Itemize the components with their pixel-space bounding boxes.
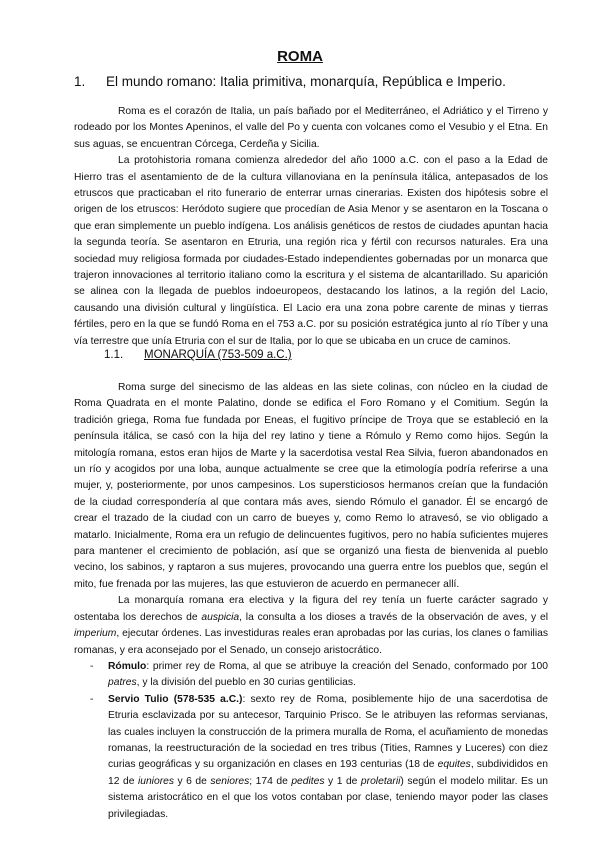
subsection-title: MONARQUÍA (753-509 a.C.) bbox=[144, 349, 292, 361]
bullet-dash: - bbox=[90, 693, 94, 705]
text-run: : sexto rey de Roma, posiblemente hijo de una sacerdotisa de Etruria esclavizada por su antecesor, Tarquinio Prisco. Se le atribuyen las reformas servianas, las cuales incluyen la construcción de la primera muralla de Roma, el acuñamiento de monedas romanas, la reestructuración de la sociedad en tres tribus (Tities, Ramnes y Luceres) con diez curias geográficas y su organización en clases en 193 centurias (18 de bbox=[108, 693, 548, 771]
italic-term: equites bbox=[437, 759, 471, 771]
section-number: 1. bbox=[74, 74, 86, 89]
italic-term: imperium bbox=[74, 628, 117, 640]
paragraph: Roma es el corazón de Italia, un país bañado por el Mediterráneo, el Adriático y el Tirreno y rodeado por los Montes Apeninos, el valle del Po y cuenta con volcanes como el Vesubio y el Etna. En sus aguas, se encuentran Córcega, Cerdeña y Sicilia. bbox=[74, 106, 548, 150]
text-run: , la consulta a los dioses a través de la observación de aves, y el bbox=[239, 611, 548, 623]
paragraph: La protohistoria romana comienza alrededor del año 1000 a.C. con el paso a la Edad de Hierro tras el asentamiento de de la cultura villanoviana en la península itálica, antepasados de los etruscos que practicaban el rito funerario de enterrar urnas cinerarias. Existen dos hipótesis sobre el origen de los etruscos: Heródoto sugiere que procedían de Asia Menor y se asentaron en la Toscana o que eran simplemente un pueblo indígena. Los análisis genéticos de restos de ciudades apuntan hacia la segunda teoría. Se asentaron en Etruria, una región rica y fértil con recursos naturales. Era una sociedad muy religiosa formada por ciudades-Estado independientes gobernadas por un monarca que trajeron innovaciones al territorio italiano como la escritura y el sistema de alcantarillado. Su aparición se alinea con la llegada de pueblos indoeuropeos, destacando los latinos, a la región del Lacio, causando una división cultural y lingüística. El Lacio era una zona pobre carente de minas y tierras fértiles, pero en la que se fundó Roma en el 753 a.C. por su posición estratégica junto al río Tíber y una vía terrestre que unía Etruria con el sur de Italia, por lo que se ubicaba en un cruce de caminos. bbox=[74, 155, 548, 347]
paragraph: Roma surge del sinecismo de las aldeas en las siete colinas, con núcleo en la ciudad de Roma Quadrata en el monte Palatino, donde se edifica el Foro Romano y el Comitium. Según la tradición griega, Roma fue fundada por Eneas, el fugitivo príncipe de Troya que se estableció en la península itálica, se casó con la hija del rey latino y tiene a Rómulo y Remo como hijos. Según la mitología romana, estos eran hijos de Marte y la sacerdotisa vestal Rea Silvia, fueron abandonados en un río y acogidos por una loba, aunque actualmente se cree que la etimología podría referirse a una mujer, y, posteriormente, por unos campesinos. Los supersticiosos hermanos creían que la fundación de la ciudad correspondería al que contara más aves, siendo Rómulo el ganador. Él se encargó de crear el trazado de la ciudad con un carro de bueyes y, como Remo lo atravesó, se vio obligado a matarlo. Inicialmente, Roma era un refugio de delincuentes fugitivos, pero no había suficientes mujeres para mantener el crecimiento de población, así que se organizó una fiesta de bienvenida al pueblo vecino, los sabinos, y raptaron a sus mujeres, provocando una guerra entre los pueblos que, según el mito, fue frenada por las mujeres, las que estuvieron de acuerdo en permanecer allí. bbox=[74, 382, 548, 590]
subsection-number: 1.1. bbox=[104, 349, 124, 361]
paragraph bbox=[74, 593, 548, 659]
list-item bbox=[74, 692, 548, 823]
italic-term: pedites bbox=[291, 775, 325, 787]
kings-list bbox=[74, 659, 548, 823]
text-run: y 1 de bbox=[324, 775, 361, 787]
text-run: , y la división del pueblo en 30 curias gentilicias. bbox=[136, 677, 356, 689]
text-run: La monarquía romana era electiva y la figura del rey tenía un fuerte carácter sagrado y ostentaba los derechos de bbox=[74, 595, 548, 623]
italic-term: proletarii bbox=[360, 775, 401, 787]
bold-term: Rómulo bbox=[108, 660, 147, 672]
monarquia-text bbox=[74, 380, 548, 823]
text-run: y 6 de bbox=[174, 775, 211, 787]
bullet-dash: - bbox=[90, 660, 94, 672]
italic-term: auspicia bbox=[201, 611, 240, 623]
section-heading-1 bbox=[74, 74, 554, 89]
subsection-heading bbox=[104, 349, 292, 361]
list-item bbox=[74, 659, 548, 692]
text-run: , ejecutar órdenes. Las investiduras reales eran aprobadas por las curias, los clanes o familias romanas, y era aconsejado por el Senado, un consejo aristocrático. bbox=[74, 628, 548, 656]
text-run: : primer rey de Roma, al que se atribuye la creación del Senado, conformado por 100 bbox=[146, 660, 548, 672]
page-title: ROMA bbox=[277, 48, 323, 65]
text-run: , subdivididos en 12 de bbox=[108, 759, 548, 787]
italic-term: patres bbox=[108, 677, 137, 689]
bold-term: Servio Tulio (578-535 a.C.) bbox=[108, 693, 243, 705]
italic-term: iuniores bbox=[137, 775, 174, 787]
section-title: El mundo romano: Italia primitiva, monarquía, República e Imperio. bbox=[106, 74, 506, 89]
intro-text bbox=[74, 104, 548, 350]
text-run: ; 174 de bbox=[249, 775, 292, 787]
text-run: ) según el modelo militar. Es un sistema aristocrático en el que los votos contaban por clase, teniendo mayor poder las clases privilegiadas. bbox=[108, 775, 548, 820]
italic-term: seniores bbox=[210, 775, 250, 787]
